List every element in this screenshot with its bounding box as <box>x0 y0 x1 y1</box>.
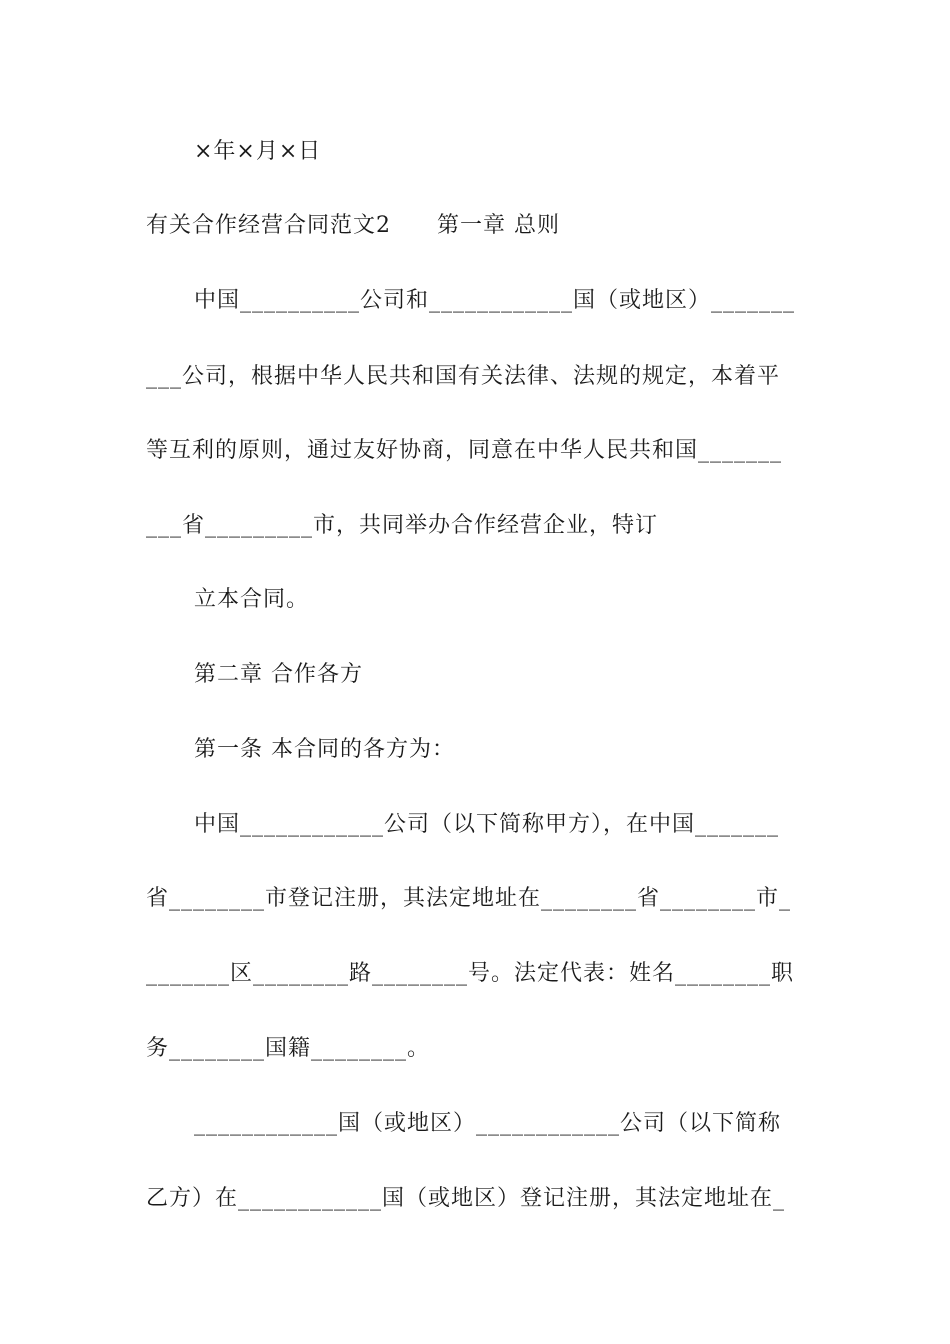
chapter-two-heading: 第二章 合作各方 <box>194 662 363 687</box>
party-a-line-1: 中国____________公司（以下简称甲方），在中国_______ <box>194 812 780 837</box>
party-a-line-2: 省________市登记注册，其法定地址在________省________市_ <box>146 886 792 911</box>
party-b-line-2: 乙方）在____________国（或地区）登记注册，其法定地址在_ <box>146 1186 786 1211</box>
party-a-line-4: 务________国籍________。 <box>146 1036 431 1061</box>
paragraph-general-line-4: ___省_________市，共同举办合作经营企业，特订 <box>146 513 659 538</box>
date-line: ×年×月×日 <box>194 139 322 164</box>
paragraph-general-line-5: 立本合同。 <box>194 587 310 612</box>
party-a-line-3: _______区________路________号。法定代表：姓名________职 <box>146 961 795 986</box>
contract-title-line: 有关合作经营合同范文2 第一章 总则 <box>146 213 560 238</box>
party-b-line-1: ____________国（或地区）____________公司（以下简称 <box>194 1111 782 1136</box>
paragraph-general-line-2: ___公司，根据中华人民共和国有关法律、法规的规定，本着平 <box>146 364 781 389</box>
paragraph-general-line-1: 中国__________公司和____________国（或地区）_______ <box>194 288 796 313</box>
article-one-heading: 第一条 本合同的各方为： <box>194 737 455 762</box>
paragraph-general-line-3: 等互利的原则，通过友好协商，同意在中华人民共和国_______ <box>146 438 783 463</box>
